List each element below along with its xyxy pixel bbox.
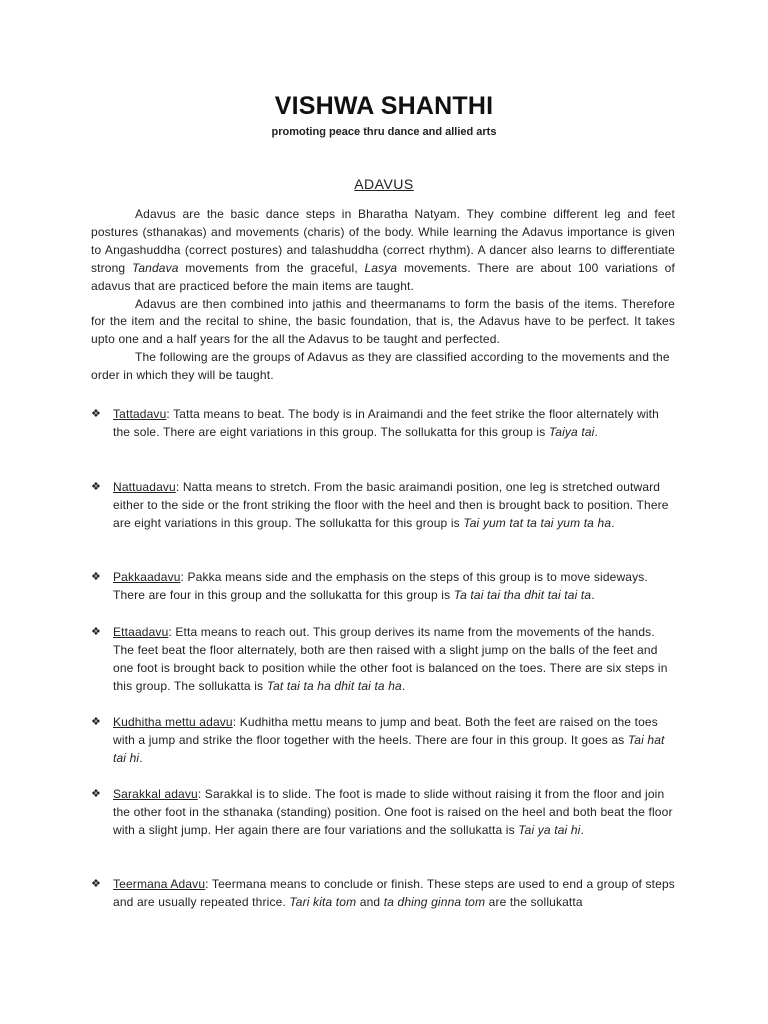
intro-p1-text-b: movements from the graceful, xyxy=(178,260,365,275)
adavu-tail: . xyxy=(139,750,143,765)
adavu-description: : Teermana means to conclude or finish. These steps are used to end a group of steps and are usually repeated thrice. xyxy=(113,877,675,909)
list-item-tattadavu xyxy=(91,406,675,442)
intro-text xyxy=(91,206,675,385)
bullet-icon: ❖ xyxy=(91,571,102,583)
adavu-term: Ettaadavu xyxy=(113,625,169,639)
adavu-description: : Pakka means side and the emphasis on the steps of this group is to move sideways. There are four in this group and the sollukatta for this group is xyxy=(113,570,648,602)
adavu-sollukatta: Ta tai tai tha dhit tai tai ta xyxy=(453,587,592,602)
list-item-sarakkal-adavu xyxy=(91,786,675,840)
adavu-sollukatta: Tai hat tai hi xyxy=(113,732,665,765)
list-item-kudhitha-mettu-adavu xyxy=(91,714,675,768)
list-item-text xyxy=(113,876,675,912)
adavu-description: : Sarakkal is to slide. The foot is made to slide without raising it from the floor and join the other foot in the sthanaka (standing) position. One foot is raised on the heel and both beat the floor with a slight jump. Her again there are four variations and the sollukatta is xyxy=(113,787,673,837)
adavu-sollukatta: Tai ya tai hi xyxy=(518,822,581,837)
list-item-text xyxy=(113,569,675,605)
list-item-text xyxy=(113,479,675,533)
bullet-icon: ❖ xyxy=(91,408,102,420)
page-title: VISHWA SHANTHI xyxy=(274,92,494,120)
adavu-sollukatta: Tari kita tom xyxy=(289,894,357,909)
bullet-icon: ❖ xyxy=(91,626,102,638)
list-item-teermana-adavu xyxy=(91,876,675,912)
bullet-icon: ❖ xyxy=(91,481,102,493)
intro-p1-tandava: Tandava xyxy=(131,260,179,275)
section-heading xyxy=(0,176,768,192)
adavu-connector: and xyxy=(356,894,384,909)
adavu-description: : Kudhitha mettu means to jump and beat. Both the feet are raised on the toes with a jump and strike the floor together with the heels. There are four in this group. It goes as xyxy=(113,715,658,747)
list-item-text xyxy=(113,786,675,840)
adavu-sollukatta: Tai yum tat ta tai yum ta ha xyxy=(463,515,612,530)
adavu-description: : Tatta means to beat. The body is in Araimandi and the feet strike the floor alternately with the sole. There are eight variations in this group. The sollukatta for this group is xyxy=(113,407,659,439)
bullet-icon: ❖ xyxy=(91,788,102,800)
adavu-sollukatta: Taiya tai xyxy=(548,424,595,439)
adavu-list xyxy=(91,406,675,909)
adavu-tail: . xyxy=(591,587,595,602)
intro-p1-text-c: movements. There are about 100 variations of adavus that are practiced before the main items are taught. xyxy=(91,260,675,293)
intro-paragraph-2: Adavus are then combined into jathis and theermanams to form the basis of the items. Therefore for the item and the recital to shine, the basic foundation, that is, the Adavus have to be perfect. It takes upto one and a half years for the all the Adavus to be taught and perfected. xyxy=(91,296,675,347)
adavu-tail: . xyxy=(580,822,584,837)
adavu-term: Nattuadavu xyxy=(113,480,176,494)
intro-paragraph-3: The following are the groups of Adavus as they are classified according to the movements and the order in which they will be taught. xyxy=(91,350,670,383)
adavu-tail: are the sollukatta xyxy=(485,894,583,909)
list-item-ettaadavu xyxy=(91,624,675,696)
intro-p1-text-a: Adavus are the basic dance steps in Bharatha Natyam. They combine different leg and feet postures (sthanakas) and movements (charis) of the body. While learning the Adavus importance is given to Angashuddha (correct postures) and talashuddha (correct rhythm). A dancer also learns to differentiate strong xyxy=(91,207,675,275)
adavu-tail: . xyxy=(401,678,406,693)
intro-paragraph-1 xyxy=(91,206,675,296)
adavu-sollukatta: Tat tai ta ha dhit tai ta ha xyxy=(266,678,402,693)
adavu-description: : Etta means to reach out. This group derives its name from the movements of the hands. The feet beat the floor alternately, both are then raised with a slight jump on the balls of the feet and one foot is brought back to position while the other foot is balanced on the toes. There are six steps in this group. The sollukatta is xyxy=(113,625,668,693)
list-item-text xyxy=(113,406,675,442)
list-item-pakkaadavu xyxy=(91,569,675,605)
intro-p1-lasya: Lasya xyxy=(364,260,398,275)
adavu-term: Kudhitha mettu adavu xyxy=(113,715,233,729)
adavu-term: Pakkaadavu xyxy=(113,570,181,584)
adavu-tail: . xyxy=(594,424,598,439)
adavu-term: Tattadavu xyxy=(113,407,167,421)
adavu-term: Sarakkal adavu xyxy=(113,787,198,801)
list-item-nattuadavu xyxy=(91,479,675,533)
adavu-description: : Natta means to stretch. From the basic araimandi position, one leg is stretched outward either to the side or the front striking the floor with the heel and then is brought back to position. There are eight variations in this group. The sollukatta for this group is xyxy=(113,480,669,530)
list-item-text xyxy=(113,714,675,768)
adavu-sollukatta-2: ta dhing ginna tom xyxy=(383,894,486,909)
list-item-text xyxy=(113,624,675,696)
section-heading-text: ADAVUS xyxy=(354,176,414,192)
bullet-icon: ❖ xyxy=(91,716,102,728)
bullet-icon: ❖ xyxy=(91,878,102,890)
adavu-term: Teermana Adavu xyxy=(113,877,206,891)
adavu-tail: . xyxy=(611,515,615,530)
page-subtitle: promoting peace thru dance and allied arts xyxy=(271,126,497,138)
